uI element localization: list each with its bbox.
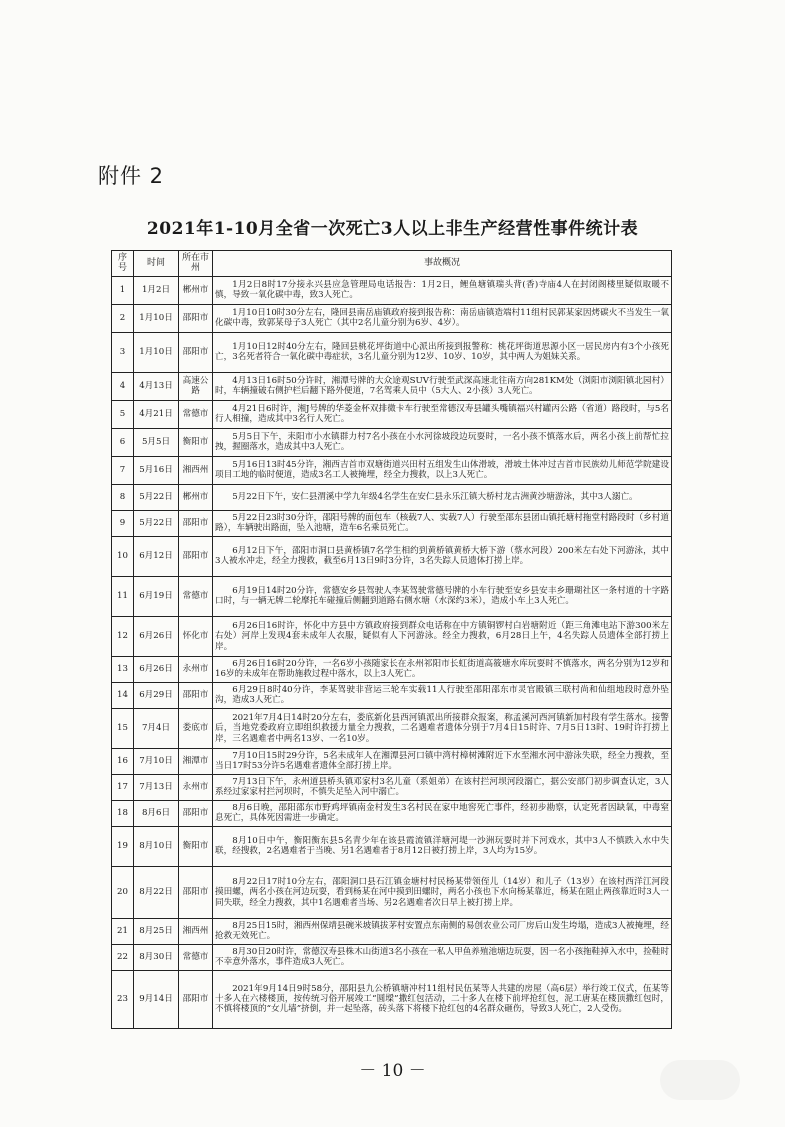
cell-date: 1月2日	[134, 276, 179, 304]
table-row	[112, 400, 672, 428]
cell-city: 湘西州	[179, 456, 213, 484]
faint-stamp	[660, 1060, 740, 1100]
cell-city: 湘西州	[179, 918, 213, 944]
cell-city: 永州市	[179, 774, 213, 800]
cell-summary: 6月12日下午，邵阳市洞口县黄桥镇7名学生相约到黄桥镇黄桥大桥下游（蔡水河段）200米左右处下河游泳，其中3人被水冲走，经全力搜救，截至6月13日9时3分许，3名失踪人员遗体打捞上岸。	[213, 536, 672, 576]
cell-summary: 8月30日20时许，常德汉寿县株木山街道3名小孩在一私人甲鱼养殖池塘边玩耍，因一名小孩拖鞋掉入水中，捡鞋时不幸意外落水，事件造成3人死亡。	[213, 944, 672, 970]
cell-no: 22	[112, 944, 134, 970]
cell-city: 永州市	[179, 656, 213, 682]
cell-summary: 4月13日16时50分许时，湘潭号牌的大众途观SUV行驶至武深高速北往南方向281KM处（浏阳市浏阳镇北园村）时，车辆撞破右侧护栏后翻下路外便道，7名驾乘人员中（5大人、2小孩）3人死亡。	[213, 372, 672, 400]
table-row	[112, 616, 672, 656]
cell-city: 邵阳市	[179, 800, 213, 826]
cell-summary: 8月25日15时，湘西州保靖县碗米坡镇拔茅村安置点东南侧的易创农业公司厂房后山发生垮塌，造成3人被掩埋，经抢救无效死亡。	[213, 918, 672, 944]
table-header-row	[112, 251, 672, 277]
table-row	[112, 428, 672, 456]
cell-city: 郴州市	[179, 276, 213, 304]
cell-summary: 4月21日6时许，湘J号牌的华菱金杯双排微卡车行驶至常德汉寿县罐头嘴镇福兴村罐丙公路（省道）路段时，与5名行人相撞，造成其中3名行人死亡。	[213, 400, 672, 428]
cell-summary: 2021年9月14日9时58分，邵阳县九公桥镇塘冲村11组村民伍某等人共建的房屋（高6层）举行竣工仪式，伍某等十多人在六楼楼顶，按传统习俗开展竣工“圆墚”撒红包活动，二十多人在楼下前坪抢红包，泥工唐某在楼顶撒红包时，不慎将楼顶的“女儿墙”挤倒，并一起坠落，砖头落下将楼下抢红包的4名群众砸伤，导致3人死亡，2人受伤。	[213, 970, 672, 1028]
cell-no: 15	[112, 708, 134, 748]
cell-date: 6月12日	[134, 536, 179, 576]
cell-date: 8月22日	[134, 866, 179, 918]
cell-city: 邵阳市	[179, 304, 213, 332]
cell-date: 6月29日	[134, 682, 179, 708]
table-row	[112, 800, 672, 826]
cell-no: 10	[112, 536, 134, 576]
cell-no: 8	[112, 484, 134, 510]
page-number: － 10 －	[359, 1061, 426, 1081]
cell-date: 4月21日	[134, 400, 179, 428]
cell-no: 2	[112, 304, 134, 332]
cell-city: 邵阳市	[179, 536, 213, 576]
cell-summary: 6月26日16时20分许，一名6岁小孩随家长在永州祁阳市长虹街道高筱塘水库玩耍时不慎落水，两名分别为12岁和16岁的未成年在帮助施救过程中落水，以上3人死亡。	[213, 656, 672, 682]
cell-city: 邵阳市	[179, 332, 213, 372]
table-row	[112, 332, 672, 372]
cell-summary: 7月13日下午，永州道县桥头镇邓家村3名儿童（系姐弟）在该村拦河坝河段溺亡，据公安部门初步调查认定，3人系经过家家村拦河坝时，不慎失足坠入河中溺亡。	[213, 774, 672, 800]
header-city: 所在市州	[179, 251, 213, 277]
cell-no: 9	[112, 510, 134, 536]
cell-summary: 6月29日8时40分许，李某驾驶非营运三轮车实载11人行驶至邵阳邵东市灵官殿镇三联村尚和仙组地段时意外坠沟，造成3人死亡。	[213, 682, 672, 708]
cell-no: 4	[112, 372, 134, 400]
cell-no: 19	[112, 826, 134, 866]
cell-city: 邵阳市	[179, 970, 213, 1028]
cell-summary: 6月19日14时20分许，常德安乡县驾驶人李某驾驶常德号牌的小车行驶至安乡县安丰乡珊瑚社区一条村道的十字路口时，与一辆无牌二轮摩托车碰撞后侧翻到道路右侧水塘（水深约3米），造成小车上3人死亡。	[213, 576, 672, 616]
cell-date: 5月22日	[134, 484, 179, 510]
page-title: 2021年1-10月全省一次死亡3人以上非生产经营性事件统计表	[146, 219, 639, 239]
cell-summary: 1月10日10时30分左右，隆回县南岳庙镇政府接到报告称：南岳庙镇造端村11组村民郭某家因烤碳火不当发生一氧化碳中毒，致郭某母子3人死亡（其中2名儿童分别为6岁、4岁）。	[213, 304, 672, 332]
cell-date: 7月13日	[134, 774, 179, 800]
cell-no: 21	[112, 918, 134, 944]
table-row	[112, 510, 672, 536]
cell-no: 17	[112, 774, 134, 800]
cell-date: 6月26日	[134, 616, 179, 656]
cell-date: 5月5日	[134, 428, 179, 456]
cell-summary: 5月22日下午，安仁县渭溪中学九年级4名学生在安仁县永乐江镇大桥村龙古洲黄沙塘游泳，其中3人溺亡。	[213, 484, 672, 510]
cell-date: 8月10日	[134, 826, 179, 866]
cell-date: 1月10日	[134, 332, 179, 372]
table-row	[112, 944, 672, 970]
cell-no: 1	[112, 276, 134, 304]
cell-summary: 2021年7月4日14时20分左右，娄底新化县西河镇派出所接群众报案，称孟溪河西河镇新加村段有学生落水。接警后，当地党委政府立即组织救援力量全力搜救，二名遇难者遗体分别于7月4日15时许、7月5日13时、19时许打捞上岸，三名遇难者中两名13岁、一名10岁。	[213, 708, 672, 748]
cell-no: 16	[112, 748, 134, 774]
cell-date: 4月13日	[134, 372, 179, 400]
table-row	[112, 708, 672, 748]
table-row	[112, 576, 672, 616]
cell-no: 23	[112, 970, 134, 1028]
cell-city: 郴州市	[179, 484, 213, 510]
table-row	[112, 918, 672, 944]
table-row	[112, 866, 672, 918]
cell-no: 5	[112, 400, 134, 428]
cell-no: 3	[112, 332, 134, 372]
header-no: 序号	[112, 251, 134, 277]
cell-summary: 8月6日晚，邵阳邵东市野鸡坪镇南金村发生3名村民在家中地窖死亡事件，经初步勘察，认定死者因缺氧，中毒窒息死亡，具体死因需进一步确定。	[213, 800, 672, 826]
cell-date: 6月26日	[134, 656, 179, 682]
cell-city: 高速公路	[179, 372, 213, 400]
header-summary: 事故概况	[213, 251, 672, 277]
table-row	[112, 456, 672, 484]
table-row	[112, 656, 672, 682]
cell-summary: 7月10日15时29分许，5名未成年人在湘潭县河口镇中湾村樟树滩附近下水至湘水河中游泳失联，经全力搜救，至当日17时53分许5名遇难者遗体全部打捞上岸。	[213, 748, 672, 774]
cell-city: 邵阳市	[179, 510, 213, 536]
table-row	[112, 826, 672, 866]
table-row	[112, 682, 672, 708]
cell-city: 常德市	[179, 400, 213, 428]
cell-summary: 8月10日中午，衡阳衡东县5名青少年在该县霞流镇洋塘河堤一沙洲玩耍时并下河戏水，其中3人不慎跌入水中失联，经搜救，2名遇难者于当晚、另1名遇难者于8月12日被打捞上岸，3人均为15岁。	[213, 826, 672, 866]
cell-date: 9月14日	[134, 970, 179, 1028]
cell-date: 8月25日	[134, 918, 179, 944]
statistics-table	[111, 250, 672, 1029]
cell-city: 常德市	[179, 944, 213, 970]
header-date: 时间	[134, 251, 179, 277]
cell-city: 湘潭市	[179, 748, 213, 774]
cell-date: 6月19日	[134, 576, 179, 616]
table-row	[112, 536, 672, 576]
cell-summary: 8月22日17时10分左右，邵阳洞口县石江镇金塘村村民杨某带领侄儿（14岁）和儿子（13岁）在该村西洋江河段摸田螺，两名小孩在河边玩耍，看到杨某在河中摸到田螺时，两名小孩也下水向杨某靠近，杨某在阻止两孩靠近时3人一同失联，经全力搜救，其中1名遇难者当场、另2名遇难者次日早上被打捞上岸。	[213, 866, 672, 918]
cell-date: 5月16日	[134, 456, 179, 484]
table-row	[112, 748, 672, 774]
cell-city: 邵阳市	[179, 682, 213, 708]
cell-no: 13	[112, 656, 134, 682]
cell-no: 14	[112, 682, 134, 708]
cell-city: 衡阳市	[179, 826, 213, 866]
cell-summary: 1月10日12时40分左右，隆回县桃花坪街道中心派出所接到报警称：桃花坪街道思源小区一居民房内有3个小孩死亡，3名死者符合一氧化碳中毒症状，3名儿童分别为12岁、10岁、10岁，其中两人为姐妹关系。	[213, 332, 672, 372]
cell-no: 6	[112, 428, 134, 456]
table-row	[112, 304, 672, 332]
cell-date: 7月10日	[134, 748, 179, 774]
cell-summary: 5月5日下午，耒阳市小水镇群力村7名小孩在小水河徐坡段边玩耍时，一名小孩不慎落水后，两名小孩上前帮忙拉拽，握圈落水，造成其中3人死亡。	[213, 428, 672, 456]
cell-no: 18	[112, 800, 134, 826]
table-row	[112, 484, 672, 510]
cell-summary: 6月26日16时许，怀化中方县中方镇政府接到群众电话称在中方镇铜锣村白岩塘附近（距三角滩电站下游300米左右处）河岸上发现4套未成年人衣服，疑似有人下河游泳。经全力搜救，6月28日上午，4名失踪人员遗体全部打捞上岸。	[213, 616, 672, 656]
cell-city: 怀化市	[179, 616, 213, 656]
cell-summary: 5月16日13时45分许，湘西吉首市双塘街道兴田村五组发生山体滑坡，滑坡土体冲过吉首市民族幼儿师范学院建设项目工地的临时便道，造成3名工人被掩埋，经全力搜救，以上3人死亡。	[213, 456, 672, 484]
cell-city: 娄底市	[179, 708, 213, 748]
cell-no: 20	[112, 866, 134, 918]
cell-no: 12	[112, 616, 134, 656]
attachment-label: 附件 2	[98, 164, 165, 188]
cell-summary: 5月22日23时30分许，邵阳号牌的面包车（核载7人、实载7人）行驶至邵东县团山镇托塘村拖堂村路段时（乡村道路），车辆驶出路面，坠入池塘，造车6名乘员死亡。	[213, 510, 672, 536]
cell-city: 邵阳市	[179, 866, 213, 918]
cell-date: 1月10日	[134, 304, 179, 332]
table-row	[112, 774, 672, 800]
table-row	[112, 970, 672, 1028]
table-body	[112, 276, 672, 1028]
cell-no: 7	[112, 456, 134, 484]
cell-city: 衡阳市	[179, 428, 213, 456]
table-row	[112, 372, 672, 400]
cell-date: 8月30日	[134, 944, 179, 970]
cell-date: 5月22日	[134, 510, 179, 536]
cell-summary: 1月2日8时17分接永兴县应急管理局电话报告：1月2日，鲤鱼塘镇瑞头背(香)寺庙4人在封闭阁楼里疑似取暖不慎，导致一氧化碳中毒，致3人死亡。	[213, 276, 672, 304]
table-row	[112, 276, 672, 304]
cell-no: 11	[112, 576, 134, 616]
cell-city: 常德市	[179, 576, 213, 616]
cell-date: 7月4日	[134, 708, 179, 748]
cell-date: 8月6日	[134, 800, 179, 826]
